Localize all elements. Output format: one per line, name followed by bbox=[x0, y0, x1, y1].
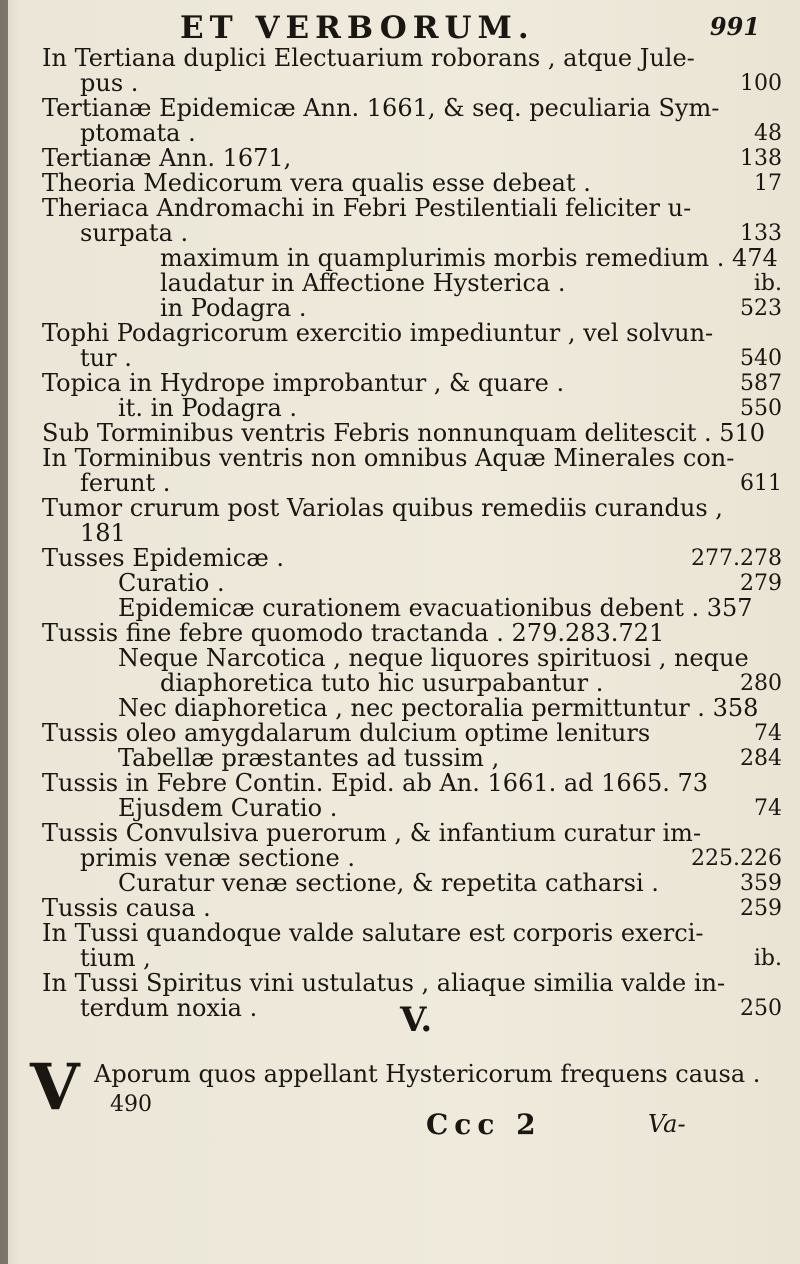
entry-page-ref: 225.226 bbox=[691, 846, 782, 871]
index-line bbox=[42, 546, 782, 571]
entry-text: tur . bbox=[80, 344, 132, 372]
signature-mark: Ccc 2 bbox=[426, 1108, 542, 1141]
index-line bbox=[42, 246, 782, 271]
index-line bbox=[42, 671, 782, 696]
entry-page-ref: 523 bbox=[740, 296, 782, 321]
section-letter: V. bbox=[400, 1000, 433, 1040]
index-line bbox=[42, 971, 782, 996]
index-line bbox=[42, 621, 782, 646]
index-line bbox=[42, 446, 782, 471]
entry-page-ref: ib. bbox=[753, 946, 782, 971]
index-line bbox=[42, 321, 782, 346]
entry-text: Tussis Convulsiva puerorum , & infantium curatur im- bbox=[42, 819, 702, 847]
entry-text: Tusses Epidemicæ . bbox=[42, 544, 285, 572]
entry-page-ref: 100 bbox=[740, 71, 782, 96]
index-line bbox=[42, 296, 782, 321]
entry-text: Epidemicæ curationem evacuationibus debent . 357 bbox=[118, 594, 753, 622]
index-line bbox=[42, 496, 782, 521]
entry-text: pus . bbox=[80, 69, 139, 97]
entry-text: diaphoretica tuto hic usurpabantur . bbox=[160, 669, 604, 697]
entry-text: in Podagra . bbox=[160, 294, 307, 322]
entry-text: Theriaca Andromachi in Febri Pestilentiali feliciter u- bbox=[42, 194, 692, 222]
entry-text: In Torminibus ventris non omnibus Aquæ Minerales con- bbox=[42, 444, 735, 472]
entry-text: In Tussi Spiritus vini ustulatus , aliaque similia valde in- bbox=[42, 969, 726, 997]
index-line bbox=[42, 821, 782, 846]
entry-text: Tussis causa . bbox=[42, 894, 211, 922]
index-line bbox=[42, 771, 782, 796]
entry-text: surpata . bbox=[80, 219, 189, 247]
index-line bbox=[42, 346, 782, 371]
entry-page-ref: 359 bbox=[740, 871, 782, 896]
entry-text: In Tertiana duplici Electuarium roborans , atque Jule- bbox=[42, 44, 695, 72]
entry-text: Tussis fine febre quomodo tractanda . 279.283.721 bbox=[42, 619, 665, 647]
entry-text: Neque Narcotica , neque liquores spirituosi , neque bbox=[118, 644, 749, 672]
entry-page-ref: 611 bbox=[740, 471, 782, 496]
index-line bbox=[42, 396, 782, 421]
index-line bbox=[42, 271, 782, 296]
index-line bbox=[42, 121, 782, 146]
entry-text: Curatio . bbox=[118, 569, 225, 597]
entry-text: tium , bbox=[80, 944, 151, 972]
catchword: Va- bbox=[648, 1110, 686, 1138]
entry-page-ref: 259 bbox=[740, 896, 782, 921]
index-line bbox=[42, 146, 782, 171]
drop-cap: V bbox=[30, 1050, 80, 1125]
entry-page-ref: 284 bbox=[740, 746, 782, 771]
entry-text: Nec diaphoretica , nec pectoralia permittuntur . 358 bbox=[118, 694, 759, 722]
index-line bbox=[42, 371, 782, 396]
entry-page-ref: 17 bbox=[754, 171, 782, 196]
entry-page-ref: 138 bbox=[740, 146, 782, 171]
index-line bbox=[42, 96, 782, 121]
index-line bbox=[42, 521, 782, 546]
index-line bbox=[42, 696, 782, 721]
index-line bbox=[42, 746, 782, 771]
entry-page-ref: 540 bbox=[740, 346, 782, 371]
page-header bbox=[30, 10, 790, 46]
entry-page-ref: 587 bbox=[740, 371, 782, 396]
index-line bbox=[42, 896, 782, 921]
entry-text: Topica in Hydrope improbantur , & quare . bbox=[42, 369, 565, 397]
entry-text: it. in Podagra . bbox=[118, 394, 298, 422]
entry-page-ref: 490 bbox=[110, 1092, 152, 1117]
index-line bbox=[42, 71, 782, 96]
index-line bbox=[42, 471, 782, 496]
entry-text: terdum noxia . bbox=[80, 994, 258, 1022]
entry-text: Tertianæ Ann. 1671, bbox=[42, 144, 292, 172]
index-line bbox=[42, 946, 782, 971]
entry-text: Ejusdem Curatio . bbox=[118, 794, 338, 822]
entry-text: Tussis in Febre Contin. Epid. ab An. 1661. ad 1665. 73 bbox=[42, 769, 709, 797]
entry-page-ref: 279 bbox=[740, 571, 782, 596]
entry-text: Curatur venæ sectione, & repetita catharsi . bbox=[118, 869, 659, 897]
index-line bbox=[42, 571, 782, 596]
entry-page-ref: 550 bbox=[740, 396, 782, 421]
entry-page-ref: 280 bbox=[740, 671, 782, 696]
entry-text: Aporum quos appellant Hystericorum frequens causa . bbox=[94, 1060, 761, 1088]
page-number: 991 bbox=[709, 12, 760, 41]
entry-text: ferunt . bbox=[80, 469, 171, 497]
entry-page-ref: 74 bbox=[754, 721, 782, 746]
index-line bbox=[42, 46, 782, 71]
index-line bbox=[42, 721, 782, 746]
index-line bbox=[42, 796, 782, 821]
index-line bbox=[42, 196, 782, 221]
index-entries bbox=[42, 46, 782, 1021]
index-line bbox=[42, 421, 782, 446]
entry-page-ref: 133 bbox=[740, 221, 782, 246]
entry-page-ref: 277.278 bbox=[691, 546, 782, 571]
index-line bbox=[42, 921, 782, 946]
index-line bbox=[42, 221, 782, 246]
entry-text: maximum in quamplurimis morbis remedium . 474 bbox=[160, 244, 778, 272]
entry-text: ptomata . bbox=[80, 119, 196, 147]
entry-page-ref: 74 bbox=[754, 796, 782, 821]
entry-page-ref: 48 bbox=[754, 121, 782, 146]
entry-page-ref: 250 bbox=[740, 996, 782, 1021]
index-line bbox=[42, 646, 782, 671]
entry-text: Tussis oleo amygdalarum dulcium optime leniturs bbox=[42, 719, 651, 747]
entry-text: laudatur in Affectione Hysterica . bbox=[160, 269, 566, 297]
entry-text: primis venæ sectione . bbox=[80, 844, 355, 872]
entry-page-ref: ib. bbox=[753, 271, 782, 296]
running-title: ET VERBORUM. bbox=[180, 10, 535, 46]
entry-text: Tophi Podagricorum exercitio impediuntur , vel solvun- bbox=[42, 319, 714, 347]
entry-text: Tabellæ præstantes ad tussim , bbox=[118, 744, 500, 772]
index-line bbox=[42, 846, 782, 871]
entry-text: Tumor crurum post Variolas quibus remediis curandus , bbox=[42, 494, 723, 522]
index-line bbox=[42, 871, 782, 896]
index-line bbox=[42, 171, 782, 196]
entry-text: In Tussi quandoque valde salutare est corporis exerci- bbox=[42, 919, 704, 947]
entry-text: 181 bbox=[80, 519, 126, 547]
entry-text: Sub Torminibus ventris Febris nonnunquam delitescit . 510 bbox=[42, 419, 766, 447]
entry-text: Tertianæ Epidemicæ Ann. 1661, & seq. peculiaria Sym- bbox=[42, 94, 720, 122]
index-line bbox=[42, 596, 782, 621]
entry-text: Theoria Medicorum vera qualis esse debeat . bbox=[42, 169, 591, 197]
